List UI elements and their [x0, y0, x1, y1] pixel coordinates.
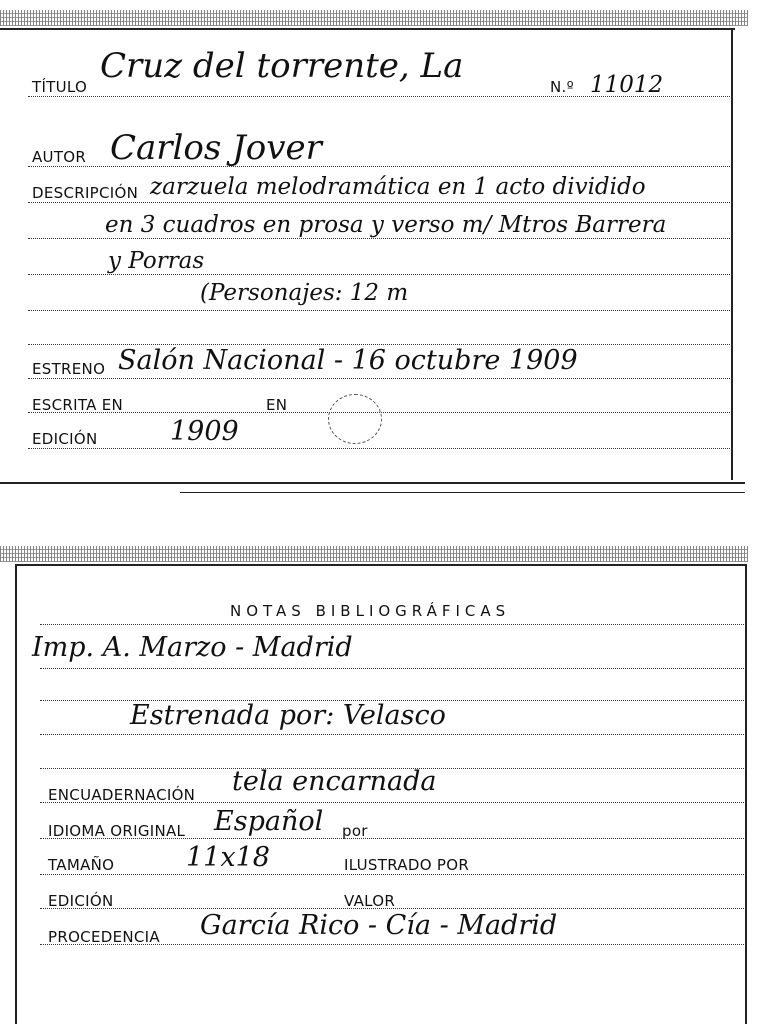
- descripcion-line1: zarzuela melodramática en 1 acto dividido: [150, 174, 646, 200]
- personajes-note: (Personajes: 12 m: [200, 280, 409, 306]
- card-top-border: [0, 28, 735, 30]
- idioma-label: IDIOMA ORIGINAL: [48, 822, 186, 840]
- tamano-label: TAMAÑO: [48, 856, 115, 874]
- tamano-value: 11x18: [186, 842, 270, 873]
- autor-value: Carlos Jover: [110, 128, 322, 168]
- descripcion-line2: en 3 cuadros en prosa y verso m/ Mtros Barrera: [105, 212, 667, 238]
- ruled-line: [28, 274, 732, 275]
- card-left-border: [15, 564, 17, 1024]
- ruled-line: [40, 668, 746, 669]
- ruled-line: [28, 202, 732, 203]
- ruled-line: [40, 734, 746, 735]
- valor-label: VALOR: [344, 892, 396, 910]
- ruled-line: [28, 448, 732, 449]
- por-label: por: [342, 822, 368, 840]
- card-bottom-border: [0, 482, 745, 484]
- idioma-value: Español: [214, 806, 324, 837]
- ilustrado-label: ILUSTRADO POR: [344, 856, 470, 874]
- numero-value: 11012: [590, 72, 664, 98]
- escrita-en-label: ESCRITA EN: [32, 396, 124, 414]
- en-label: EN: [266, 396, 288, 414]
- card-top-edge: [0, 546, 748, 562]
- descripcion-line3: y Porras: [108, 248, 205, 274]
- notas-heading: NOTAS BIBLIOGRÁFICAS: [230, 602, 511, 620]
- descripcion-label: DESCRIPCIÓN: [32, 184, 139, 202]
- card-right-border: [745, 564, 747, 1024]
- titulo-value: Cruz del torrente, La: [100, 46, 464, 86]
- ruled-line: [28, 238, 732, 239]
- procedencia-label: PROCEDENCIA: [48, 928, 160, 946]
- ruled-line: [40, 874, 746, 875]
- ruled-line: [40, 624, 746, 625]
- encuadernacion-label: ENCUADERNACIÓN: [48, 786, 196, 804]
- card-bottom-edge: [180, 492, 745, 493]
- estreno-label: ESTRENO: [32, 360, 106, 378]
- estreno-value: Salón Nacional - 16 octubre 1909: [118, 345, 578, 376]
- catalog-card-front: [0, 0, 759, 495]
- notes-line1: Imp. A. Marzo - Madrid: [32, 632, 353, 663]
- ruled-line: [28, 310, 732, 311]
- notes-line2: Estrenada por: Velasco: [130, 700, 446, 731]
- edicion-value: 1909: [170, 416, 239, 447]
- titulo-label: TÍTULO: [32, 78, 88, 96]
- stamp-mark: [328, 394, 382, 444]
- edicion-label: EDICIÓN: [48, 892, 114, 910]
- autor-label: AUTOR: [32, 148, 87, 166]
- edicion-label: EDICIÓN: [32, 430, 98, 448]
- catalog-card-back: [0, 540, 759, 1028]
- numero-label: N.º: [550, 78, 574, 96]
- card-top-edge: [0, 10, 748, 26]
- ruled-line: [28, 378, 732, 379]
- encuadernacion-value: tela encarnada: [232, 766, 437, 797]
- card-top-border: [15, 564, 747, 566]
- procedencia-value: García Rico - Cía - Madrid: [200, 910, 558, 941]
